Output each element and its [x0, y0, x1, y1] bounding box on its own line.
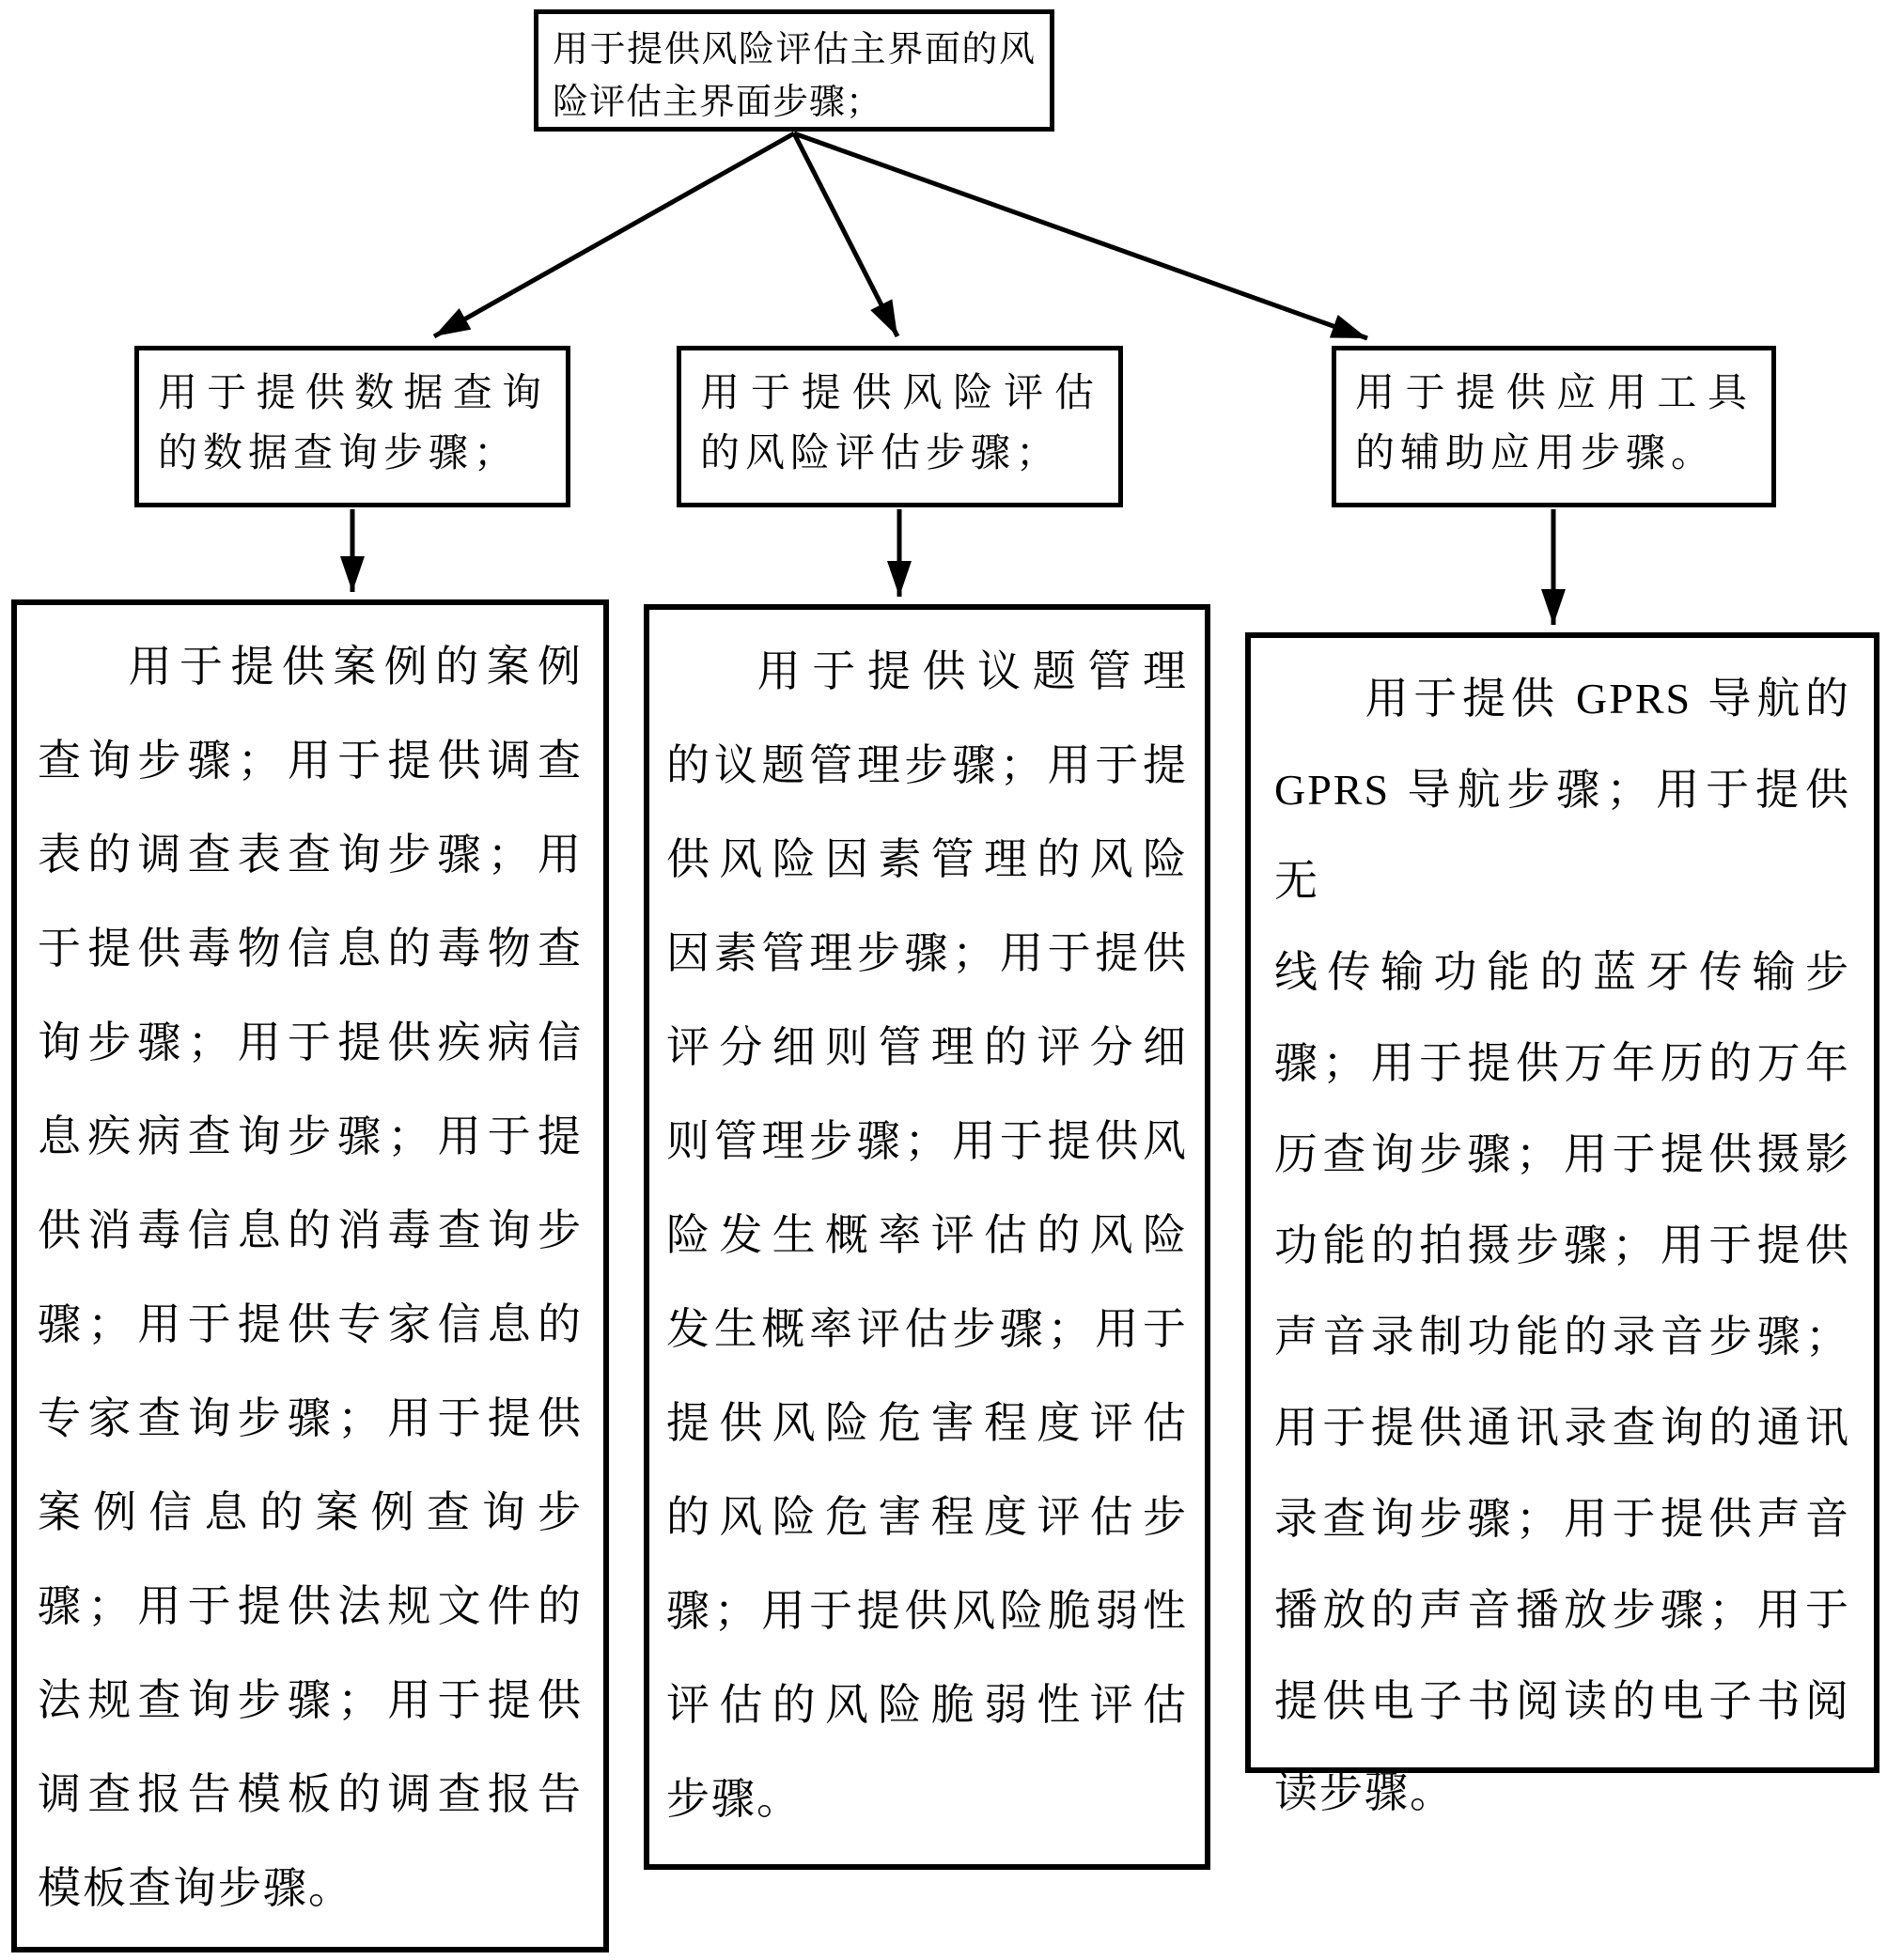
app-tools-detail-box — [1245, 632, 1879, 1816]
text-line: 用于提供通讯录查询的通讯 — [1274, 1404, 1850, 1452]
risk-assessment-step-box — [677, 346, 1123, 507]
text-line: 功能的拍摄步骤；用于提供 — [1274, 1221, 1850, 1269]
text-line: 录查询步骤；用于提供声音 — [1274, 1495, 1850, 1543]
data-query-detail-box — [11, 599, 609, 1952]
text-line: 用于提供案例的案例 — [128, 643, 583, 691]
text-line: 的风险评估步骤； — [700, 432, 1062, 475]
text-line: 提供电子书阅读的电子书阅 — [1274, 1677, 1850, 1725]
text-line: 用于提供应用工具 — [1355, 372, 1753, 415]
root-step-box — [534, 9, 1054, 132]
text-line: 的风险危害程度评估步 — [666, 1493, 1188, 1541]
text-line: 步骤。 — [666, 1775, 802, 1823]
text-line: 读步骤。 — [1274, 1768, 1455, 1816]
text-line: 于提供毒物信息的毒物查 — [38, 925, 583, 972]
text-line: 险发生概率评估的风险 — [666, 1211, 1188, 1259]
text-line: 的数据查询步骤； — [158, 432, 520, 475]
text-line: 发生概率评估步骤；用于 — [666, 1305, 1188, 1353]
text-line: 骤；用于提供法规文件的 — [38, 1582, 583, 1630]
text-line: 专家查询步骤；用于提供 — [38, 1394, 583, 1442]
text-line: 评分细则管理的评分细 — [666, 1023, 1188, 1071]
text-line: 用于提供风险评估 — [700, 372, 1099, 415]
data-query-step-box — [134, 346, 570, 507]
text-line: 调查报告模板的调查报告 — [38, 1770, 583, 1818]
arrow-root-to-app-tools — [794, 133, 1367, 338]
text-line: 骤；用于提供风险脆弱性 — [666, 1587, 1188, 1635]
text-line: 息疾病查询步骤；用于提 — [38, 1112, 583, 1160]
text-line: 模板查询步骤。 — [38, 1864, 353, 1912]
text-line: 用于提供 GPRS 导航的 — [1365, 675, 1850, 723]
text-line: 因素管理步骤；用于提供 — [666, 929, 1188, 977]
text-line: 线传输功能的蓝牙传输步 — [1274, 948, 1850, 996]
text-line: 历查询步骤；用于提供摄影 — [1274, 1130, 1850, 1178]
text-line: 用于提供议题管理 — [756, 647, 1188, 695]
app-tools-step-box — [1332, 346, 1776, 507]
text-line: 用于提供数据查询 — [158, 372, 547, 415]
text-line: 险评估主界面步骤； — [553, 83, 883, 122]
arrow-root-to-risk-assessment — [794, 133, 897, 336]
text-line: 骤；用于提供专家信息的 — [38, 1300, 583, 1348]
risk-assessment-detail-box — [644, 604, 1210, 1870]
arrow-root-to-data-query — [434, 133, 794, 336]
text-line: 供消毒信息的消毒查询步 — [38, 1206, 583, 1254]
text-line: 的议题管理步骤；用于提 — [666, 741, 1188, 789]
text-line: 播放的声音播放步骤；用于 — [1274, 1586, 1850, 1634]
text-line: GPRS 导航步骤；用于提供无 — [1274, 766, 1850, 905]
text-line: 供风险因素管理的风险 — [666, 835, 1188, 883]
text-line: 声音录制功能的录音步骤； — [1274, 1313, 1850, 1361]
text-line: 评估的风险脆弱性评估 — [666, 1681, 1188, 1729]
text-line: 用于提供风险评估主界面的风 — [553, 30, 1036, 70]
text-line: 提供风险危害程度评估 — [666, 1399, 1188, 1447]
text-line: 查询步骤；用于提供调查 — [38, 737, 583, 785]
text-line: 骤；用于提供万年历的万年 — [1274, 1039, 1850, 1087]
text-line: 表的调查表查询步骤；用 — [38, 831, 583, 879]
text-line: 的辅助应用步骤。 — [1355, 432, 1717, 475]
text-line: 法规查询步骤；用于提供 — [38, 1676, 583, 1724]
text-line: 询步骤；用于提供疾病信 — [38, 1019, 583, 1066]
text-line: 则管理步骤；用于提供风 — [666, 1117, 1188, 1165]
text-line: 案例信息的案例查询步 — [38, 1488, 583, 1536]
